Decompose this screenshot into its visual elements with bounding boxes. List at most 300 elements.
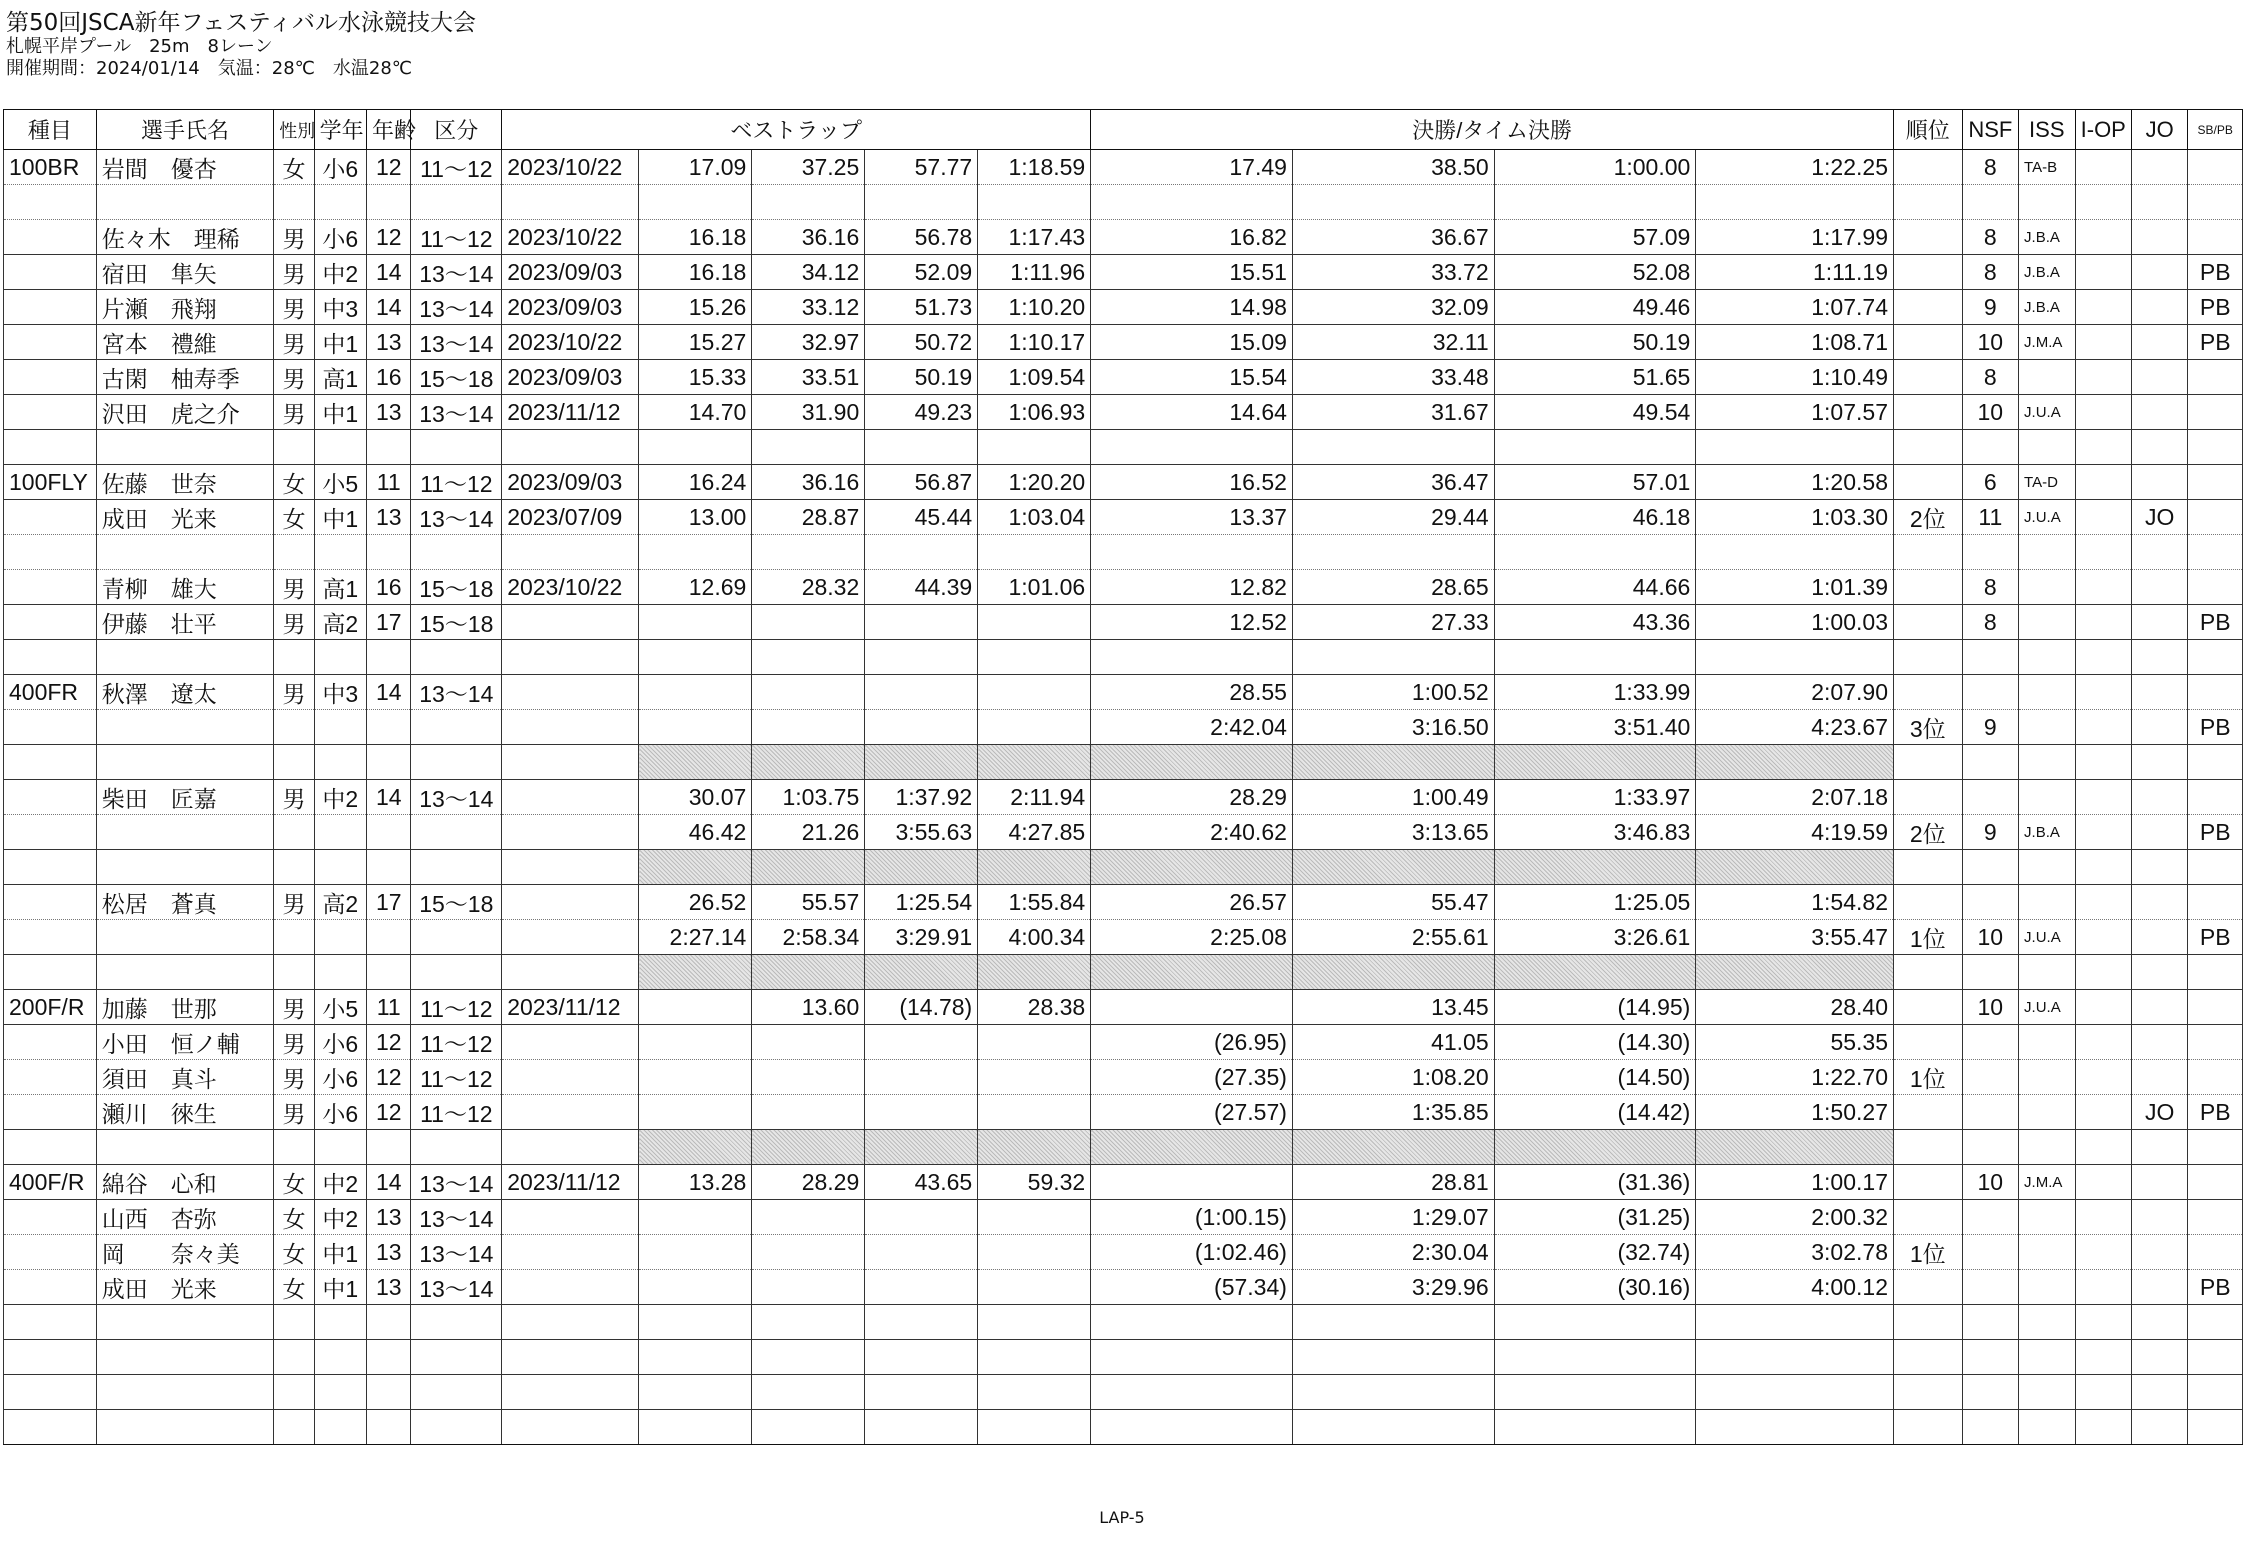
cell-best-lap [639, 1025, 752, 1060]
cell-best-lap [978, 640, 1091, 675]
cell-best-date: 2023/07/09 [502, 500, 639, 535]
cell-best-lap: 56.78 [865, 220, 978, 255]
cell-final-lap [1091, 1165, 1293, 1200]
cell-event [4, 1095, 97, 1130]
cell-sbpb: PB [2188, 255, 2243, 290]
cell-grade: 中1 [314, 500, 366, 535]
table-row [4, 570, 2243, 605]
cell-sbpb: PB [2188, 920, 2243, 955]
cell-final-lap [1696, 1375, 1894, 1410]
cell-iop [2075, 465, 2131, 500]
cell-final-lap [1091, 990, 1293, 1025]
cell-name: 佐々木 理稀 [96, 220, 274, 255]
cell-final-lap: 2:40.62 [1091, 815, 1293, 850]
cell-iop [2075, 1235, 2131, 1270]
cell-best-lap [639, 1060, 752, 1095]
cell-name [96, 745, 274, 780]
cell-iss: J.B.A [2019, 255, 2075, 290]
cell-jo [2131, 1340, 2187, 1375]
cell-best-lap: 2:27.14 [639, 920, 752, 955]
cell-event [4, 1340, 97, 1375]
cell-best-lap: 43.65 [865, 1165, 978, 1200]
cell-div [411, 1340, 502, 1375]
cell-final-lap [1292, 1130, 1494, 1165]
cell-nsf: 8 [1962, 150, 2018, 185]
cell-sex: 男 [274, 885, 314, 920]
cell-best-lap: 59.32 [978, 1165, 1091, 1200]
table-row [4, 1200, 2243, 1235]
cell-sex [274, 1340, 314, 1375]
cell-event: 100FLY [4, 465, 97, 500]
col-grade: 学年 [314, 110, 366, 150]
cell-sex: 女 [274, 1270, 314, 1305]
cell-iss [2019, 1095, 2075, 1130]
cell-rank [1894, 1095, 1963, 1130]
cell-best-lap [865, 850, 978, 885]
cell-event [4, 640, 97, 675]
cell-best-lap: 34.12 [752, 255, 865, 290]
cell-final-lap [1696, 745, 1894, 780]
cell-best-lap: 13.60 [752, 990, 865, 1025]
cell-iop [2075, 605, 2131, 640]
cell-sbpb [2188, 1130, 2243, 1165]
table-row [4, 395, 2243, 430]
cell-div: 13～14 [411, 1165, 502, 1200]
cell-div: 13～14 [411, 1200, 502, 1235]
cell-div [411, 710, 502, 745]
cell-grade: 中1 [314, 395, 366, 430]
cell-sbpb [2188, 570, 2243, 605]
cell-jo [2131, 1060, 2187, 1095]
cell-jo [2131, 395, 2187, 430]
cell-event [4, 1305, 97, 1340]
cell-sex: 女 [274, 465, 314, 500]
cell-best-lap [978, 605, 1091, 640]
col-age: 年齢 [367, 110, 411, 150]
cell-nsf [1962, 1025, 2018, 1060]
cell-final-lap: 1:54.82 [1696, 885, 1894, 920]
table-row [4, 1060, 2243, 1095]
cell-age: 13 [367, 500, 411, 535]
cell-iss [2019, 360, 2075, 395]
cell-sex [274, 745, 314, 780]
cell-final-lap: 1:00.49 [1292, 780, 1494, 815]
cell-final-lap: 32.11 [1292, 325, 1494, 360]
cell-iop [2075, 1200, 2131, 1235]
cell-final-lap: 1:10.49 [1696, 360, 1894, 395]
cell-best-date [502, 815, 639, 850]
cell-event [4, 1235, 97, 1270]
cell-final-lap: 32.09 [1292, 290, 1494, 325]
table-row [4, 605, 2243, 640]
cell-final-lap [1494, 185, 1696, 220]
cell-best-lap [978, 850, 1091, 885]
cell-sbpb [2188, 1375, 2243, 1410]
cell-final-lap [1494, 1340, 1696, 1375]
cell-sex: 男 [274, 780, 314, 815]
cell-age [367, 1375, 411, 1410]
cell-div: 13～14 [411, 325, 502, 360]
cell-sbpb [2188, 1200, 2243, 1235]
cell-name: 伊藤 壮平 [96, 605, 274, 640]
cell-final-lap: (31.25) [1494, 1200, 1696, 1235]
cell-final-lap: 55.35 [1696, 1025, 1894, 1060]
cell-grade: 小6 [314, 1025, 366, 1060]
cell-best-lap: (14.78) [865, 990, 978, 1025]
cell-final-lap: 1:22.25 [1696, 150, 1894, 185]
cell-best-lap: 1:25.54 [865, 885, 978, 920]
cell-best-lap: 37.25 [752, 150, 865, 185]
cell-jo [2131, 1270, 2187, 1305]
cell-iop [2075, 430, 2131, 465]
cell-jo [2131, 430, 2187, 465]
cell-div: 13～14 [411, 1235, 502, 1270]
cell-jo: JO [2131, 1095, 2187, 1130]
cell-sbpb: PB [2188, 1270, 2243, 1305]
cell-best-date [502, 1235, 639, 1270]
cell-name: 佐藤 世奈 [96, 465, 274, 500]
cell-age [367, 920, 411, 955]
cell-iop [2075, 745, 2131, 780]
cell-best-lap: 51.73 [865, 290, 978, 325]
cell-sex: 男 [274, 220, 314, 255]
cell-best-lap [639, 675, 752, 710]
cell-rank [1894, 325, 1963, 360]
cell-rank [1894, 1270, 1963, 1305]
cell-iop [2075, 1165, 2131, 1200]
cell-best-lap: 1:55.84 [978, 885, 1091, 920]
cell-grade: 高2 [314, 605, 366, 640]
cell-event [4, 955, 97, 990]
cell-name [96, 1130, 274, 1165]
cell-best-lap [752, 1340, 865, 1375]
cell-sbpb: PB [2188, 815, 2243, 850]
cell-div [411, 815, 502, 850]
cell-iss [2019, 1410, 2075, 1445]
cell-best-lap [978, 430, 1091, 465]
cell-iop [2075, 1410, 2131, 1445]
cell-sex: 男 [274, 570, 314, 605]
cell-jo [2131, 605, 2187, 640]
cell-rank [1894, 990, 1963, 1025]
cell-nsf [1962, 430, 2018, 465]
cell-event [4, 290, 97, 325]
cell-best-date [502, 185, 639, 220]
cell-final-lap [1494, 640, 1696, 675]
table-row [4, 1305, 2243, 1340]
cell-final-lap: 13.37 [1091, 500, 1293, 535]
cell-div: 13～14 [411, 1270, 502, 1305]
cell-iss [2019, 1130, 2075, 1165]
cell-nsf [1962, 1375, 2018, 1410]
cell-sbpb [2188, 1025, 2243, 1060]
col-iss: ISS [2019, 110, 2075, 150]
cell-age [367, 185, 411, 220]
table-row [4, 1410, 2243, 1445]
cell-best-lap: 45.44 [865, 500, 978, 535]
cell-best-lap: 28.38 [978, 990, 1091, 1025]
cell-rank [1894, 605, 1963, 640]
cell-best-date [502, 710, 639, 745]
cell-event [4, 605, 97, 640]
cell-grade [314, 1130, 366, 1165]
cell-name: 岩間 優杏 [96, 150, 274, 185]
cell-final-lap [1091, 955, 1293, 990]
cell-final-lap [1091, 185, 1293, 220]
cell-event: 100BR [4, 150, 97, 185]
cell-best-lap: 3:55.63 [865, 815, 978, 850]
cell-div [411, 955, 502, 990]
cell-best-date [502, 1340, 639, 1375]
cell-name: 瀬川 徠生 [96, 1095, 274, 1130]
cell-best-lap [978, 675, 1091, 710]
cell-iop [2075, 1270, 2131, 1305]
cell-final-lap [1292, 535, 1494, 570]
cell-age: 12 [367, 150, 411, 185]
cell-sex: 男 [274, 290, 314, 325]
cell-age [367, 430, 411, 465]
cell-final-lap: 28.55 [1091, 675, 1293, 710]
cell-best-lap [639, 1375, 752, 1410]
cell-final-lap [1696, 1340, 1894, 1375]
cell-nsf [1962, 675, 2018, 710]
cell-age [367, 815, 411, 850]
cell-sbpb [2188, 395, 2243, 430]
cell-jo [2131, 920, 2187, 955]
cell-jo [2131, 570, 2187, 605]
table-row [4, 780, 2243, 815]
cell-name [96, 1410, 274, 1445]
cell-name [96, 920, 274, 955]
cell-iss [2019, 1025, 2075, 1060]
cell-best-lap [978, 745, 1091, 780]
cell-name: 成田 光来 [96, 500, 274, 535]
cell-final-lap: 28.40 [1696, 990, 1894, 1025]
cell-best-lap [752, 535, 865, 570]
cell-sex: 男 [274, 605, 314, 640]
cell-final-lap: 49.46 [1494, 290, 1696, 325]
table-row [4, 815, 2243, 850]
cell-best-date [502, 640, 639, 675]
cell-best-lap [752, 1025, 865, 1060]
cell-name: 古閑 柚寿季 [96, 360, 274, 395]
cell-best-lap [752, 640, 865, 675]
cell-iop [2075, 1095, 2131, 1130]
cell-grade [314, 535, 366, 570]
cell-rank [1894, 535, 1963, 570]
table-row [4, 1375, 2243, 1410]
cell-grade: 中3 [314, 675, 366, 710]
cell-final-lap: 1:08.71 [1696, 325, 1894, 360]
cell-best-lap [752, 850, 865, 885]
cell-age: 13 [367, 325, 411, 360]
cell-nsf [1962, 885, 2018, 920]
cell-grade [314, 710, 366, 745]
cell-final-lap: 27.33 [1292, 605, 1494, 640]
cell-best-lap: 50.72 [865, 325, 978, 360]
table-row [4, 1165, 2243, 1200]
cell-jo [2131, 1200, 2187, 1235]
cell-final-lap: 33.48 [1292, 360, 1494, 395]
cell-name: 綿谷 心和 [96, 1165, 274, 1200]
cell-best-lap [639, 1130, 752, 1165]
cell-div: 11～12 [411, 465, 502, 500]
cell-event [4, 255, 97, 290]
col-jo: JO [2131, 110, 2187, 150]
cell-iss [2019, 675, 2075, 710]
cell-jo [2131, 1025, 2187, 1060]
cell-age: 17 [367, 605, 411, 640]
cell-grade: 小5 [314, 990, 366, 1025]
cell-nsf: 6 [1962, 465, 2018, 500]
cell-name: 沢田 虎之介 [96, 395, 274, 430]
cell-final-lap [1292, 1340, 1494, 1375]
cell-nsf: 10 [1962, 325, 2018, 360]
cell-rank [1894, 1025, 1963, 1060]
cell-best-lap [752, 710, 865, 745]
cell-final-lap: 1:00.52 [1292, 675, 1494, 710]
cell-div: 13～14 [411, 290, 502, 325]
cell-final-lap: 3:55.47 [1696, 920, 1894, 955]
cell-iss [2019, 1375, 2075, 1410]
cell-best-date [502, 885, 639, 920]
cell-sbpb [2188, 220, 2243, 255]
cell-best-lap [752, 1095, 865, 1130]
cell-best-lap: 1:10.17 [978, 325, 1091, 360]
cell-final-lap [1292, 745, 1494, 780]
cell-best-lap [978, 955, 1091, 990]
cell-sbpb [2188, 955, 2243, 990]
cell-nsf [1962, 1095, 2018, 1130]
cell-best-lap [752, 1270, 865, 1305]
cell-final-lap: 1:07.57 [1696, 395, 1894, 430]
cell-jo [2131, 850, 2187, 885]
cell-best-lap [752, 1200, 865, 1235]
cell-grade: 小5 [314, 465, 366, 500]
cell-rank: 2位 [1894, 500, 1963, 535]
cell-sex: 男 [274, 1025, 314, 1060]
cell-best-lap [865, 1235, 978, 1270]
col-best-lap: ベストラップ [502, 110, 1091, 150]
cell-rank [1894, 1410, 1963, 1445]
cell-age: 14 [367, 1165, 411, 1200]
cell-sex: 男 [274, 675, 314, 710]
cell-best-date [502, 535, 639, 570]
cell-name [96, 815, 274, 850]
table-row [4, 325, 2243, 360]
cell-jo [2131, 675, 2187, 710]
cell-event [4, 745, 97, 780]
cell-age [367, 1130, 411, 1165]
cell-iop [2075, 1060, 2131, 1095]
cell-name [96, 955, 274, 990]
cell-best-lap: 44.39 [865, 570, 978, 605]
cell-final-lap: 1:20.58 [1696, 465, 1894, 500]
cell-nsf [1962, 850, 2018, 885]
cell-best-lap [978, 1305, 1091, 1340]
cell-nsf: 8 [1962, 570, 2018, 605]
cell-final-lap [1292, 955, 1494, 990]
col-iop: I-OP [2075, 110, 2131, 150]
cell-final-lap [1494, 745, 1696, 780]
cell-best-lap [752, 1410, 865, 1445]
cell-best-date: 2023/09/03 [502, 465, 639, 500]
cell-final-lap: 2:30.04 [1292, 1235, 1494, 1270]
cell-best-lap [752, 955, 865, 990]
cell-sex: 女 [274, 1165, 314, 1200]
cell-sbpb [2188, 360, 2243, 395]
cell-best-lap [752, 1375, 865, 1410]
cell-grade [314, 1375, 366, 1410]
cell-final-lap: 41.05 [1292, 1025, 1494, 1060]
cell-best-date [502, 605, 639, 640]
cell-iss [2019, 850, 2075, 885]
cell-best-lap: 33.12 [752, 290, 865, 325]
cell-best-lap: 36.16 [752, 220, 865, 255]
cell-grade [314, 745, 366, 780]
cell-best-lap [978, 1375, 1091, 1410]
table-row [4, 1235, 2243, 1270]
cell-best-lap: 55.57 [752, 885, 865, 920]
cell-sbpb: PB [2188, 325, 2243, 360]
cell-best-lap [978, 1235, 1091, 1270]
cell-final-lap: 57.09 [1494, 220, 1696, 255]
cell-best-lap: 4:00.34 [978, 920, 1091, 955]
table-row [4, 850, 2243, 885]
cell-event [4, 430, 97, 465]
cell-grade: 小6 [314, 1060, 366, 1095]
cell-sbpb [2188, 675, 2243, 710]
cell-div: 13～14 [411, 780, 502, 815]
cell-final-lap: 1:33.99 [1494, 675, 1696, 710]
cell-final-lap: 3:29.96 [1292, 1270, 1494, 1305]
cell-name: 加藤 世那 [96, 990, 274, 1025]
cell-final-lap [1091, 640, 1293, 675]
cell-best-lap [752, 605, 865, 640]
cell-name: 岡 奈々美 [96, 1235, 274, 1270]
cell-age: 12 [367, 1025, 411, 1060]
cell-final-lap: 3:51.40 [1494, 710, 1696, 745]
col-sbpb: SB/PB [2188, 110, 2243, 150]
cell-event [4, 885, 97, 920]
cell-final-lap: 2:55.61 [1292, 920, 1494, 955]
cell-best-lap [865, 185, 978, 220]
cell-jo [2131, 360, 2187, 395]
cell-age [367, 745, 411, 780]
cell-iop [2075, 290, 2131, 325]
cell-iop [2075, 920, 2131, 955]
cell-iss [2019, 710, 2075, 745]
cell-sbpb: PB [2188, 1095, 2243, 1130]
lap-table [3, 109, 2243, 1445]
cell-final-lap: 1:00.17 [1696, 1165, 1894, 1200]
cell-nsf: 8 [1962, 605, 2018, 640]
cell-div: 13～14 [411, 675, 502, 710]
cell-iss [2019, 1060, 2075, 1095]
cell-grade: 中1 [314, 325, 366, 360]
cell-final-lap [1091, 1375, 1293, 1410]
cell-best-date [502, 1095, 639, 1130]
cell-best-date: 2023/10/22 [502, 570, 639, 605]
cell-sex: 男 [274, 990, 314, 1025]
cell-iop [2075, 220, 2131, 255]
cell-rank [1894, 885, 1963, 920]
cell-name [96, 430, 274, 465]
cell-final-lap [1696, 1305, 1894, 1340]
cell-iss [2019, 570, 2075, 605]
cell-best-lap: 57.77 [865, 150, 978, 185]
cell-best-lap: 13.28 [639, 1165, 752, 1200]
